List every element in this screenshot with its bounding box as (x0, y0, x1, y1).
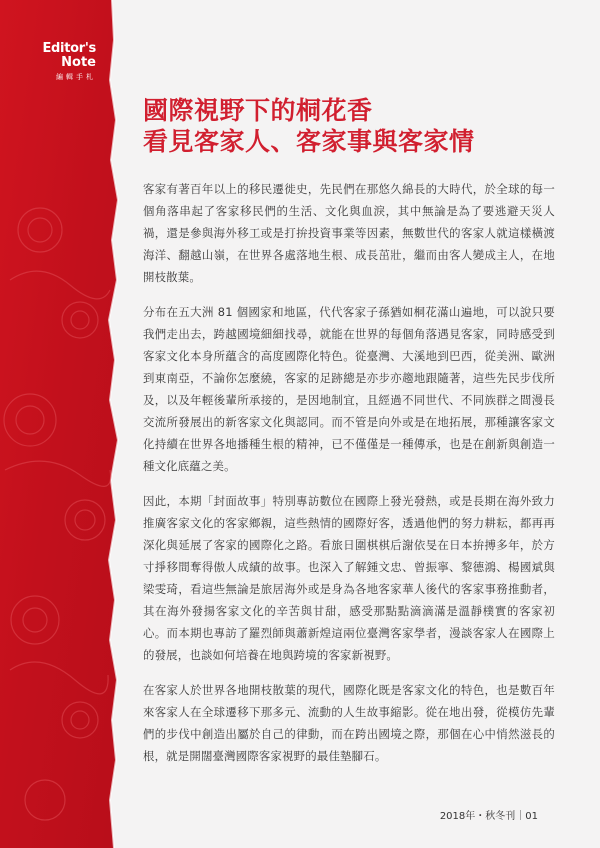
page-footer: 2018年・秋冬刊｜01 (439, 811, 538, 822)
editors-note-line2: Note (61, 55, 96, 70)
editors-note-line1: Editor's (42, 41, 96, 56)
title-line-1: 國際視野下的桐花香 (143, 96, 373, 125)
paragraph: 在客家人於世界各地開枝散葉的現代，國際化既是客家文化的特色，也是數百年來客家人在全球遷移下那多元、流動的人生故事縮影。從在地出發，從模仿先輩們的步伐中創造出屬於自己的律動，而在跨出國境之際，那個在心中悄然滋長的根，就是開闊臺灣國際客家視野的最佳墊腳石。 (143, 683, 555, 763)
title-line-2: 看見客家人、客家事與客家情 (143, 127, 475, 156)
paragraph: 因此，本期「封面故事」特別專訪數位在國際上發光發熱，或是長期在海外致力推廣客家文化的客家鄉親，這些熱情的國際好客，透過他們的努力耕耘，都再再深化與延展了客家的國際化之路。看旅日圍棋棋后謝依旻在日本拚搏多年，於方寸掙移間奪得傲人成績的故事。也深入了解鍾文忠、曾振寧、黎德鴻、楊國斌與梁雯琦，看這些無論是旅居海外或是身為各地客家華人後代的客家事務推動者，其在海外發揚客家文化的辛苦與甘甜，感受那點點滴滴滿是溫靜樸實的客家初心。而本期也專訪了羅烈師與蕭新煌這兩位臺灣客家學者，漫談客家人在國際上的發展，也談如何培養在地與跨境的客家新視野。 (143, 494, 555, 662)
decorative-red-floral-strip (0, 0, 140, 848)
paragraph: 分布在五大洲 81 個國家和地區，代代客家子孫猶如桐花滿山遍地，可以說只要我們走出去，跨越國境細細找尋，就能在世界的每個角落遇見客家，同時感受到客家文化本身所蘊含的高度國際化特色。從臺灣、大溪地到巴西，從美洲、歐洲到東南亞，不論你怎麼繞，客家的足跡總是亦步亦趨地跟隨著，這些先民步伐所及，以及年輕後輩所承接的，是因地制宜，且經過不同世代、不同族群之間漫長交流所發展出的新客家文化與認同。而不管是向外或是在地拓展，那種讓客家文化持續在世界各地播種生根的精神，已不僅僅是一種傳承，也是在創新與創造一種文化底蘊之美。 (143, 305, 555, 473)
article-body (143, 178, 555, 780)
article-title (143, 95, 475, 157)
paragraph: 客家有著百年以上的移民遷徙史，先民們在那悠久綿長的大時代，於全球的每一個角落串起了客家移民們的生活、文化與血淚，其中無論是為了要逃避天災人禍，還是參與海外移工或是打拚投資事業等因素，無數世代的客家人就這樣橫渡海洋、翻越山嶺，在世界各處落地生根、成長茁壯，繼而由客人變成主人，在地開枝散葉。 (143, 182, 555, 284)
editors-note-subtitle: 編輯手札 (56, 73, 96, 81)
editors-note-logo (14, 42, 96, 82)
